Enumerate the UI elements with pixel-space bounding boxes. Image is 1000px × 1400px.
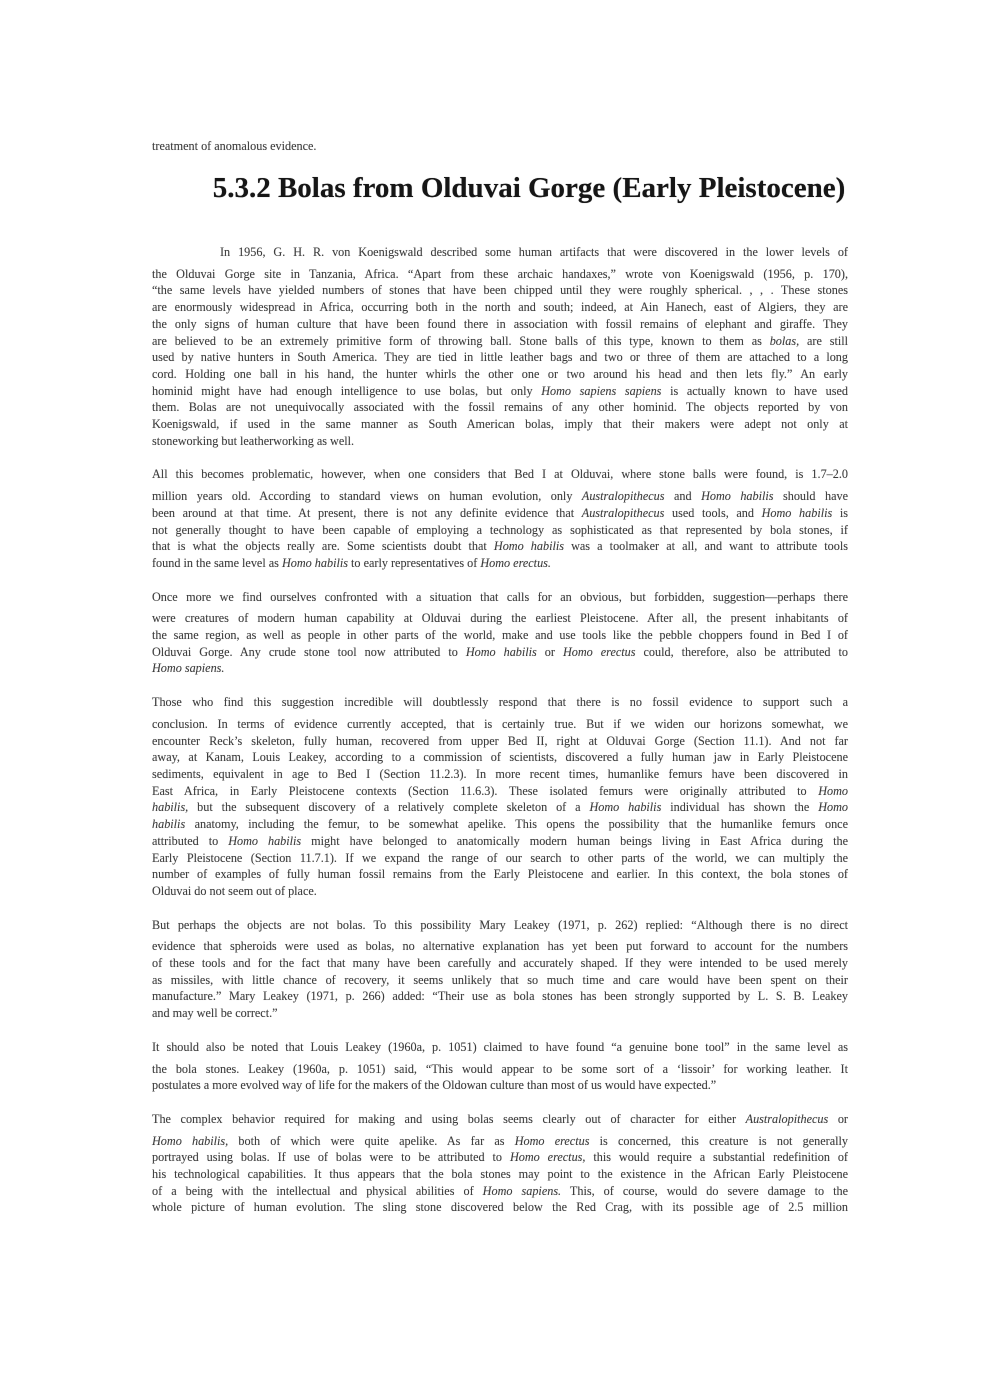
text-segment: It should also be noted that Louis Leakey (1960a, p. 1051) claimed to have found “a genuine bone tool” in the same level as bbox=[152, 1039, 848, 1054]
text-segment: found in the same level as bbox=[152, 555, 282, 570]
text-line bbox=[152, 282, 848, 299]
text-segment: conclusion. In terms of evidence currently accepted, that is certainly true. But if we widen our horizons somewhat, we bbox=[152, 716, 848, 731]
text-segment: both of which were quite apelike. As far as bbox=[228, 1133, 515, 1148]
text-segment: The complex behavior required for making and using bolas seems clearly out of character for either bbox=[152, 1111, 746, 1126]
text-segment: encounter Reck’s skeleton, fully human, recovered from upper Bed II, right at Olduvai Gorge (Section 11.1). And not far bbox=[152, 733, 848, 748]
text-segment: but the subsequent discovery of a relatively complete skeleton of a bbox=[188, 800, 590, 815]
text-segment: Homo bbox=[818, 783, 848, 798]
text-line bbox=[152, 766, 848, 783]
text-segment: cord. Holding one ball in his hand, the hunter whirls the other one or two around his head and then lets fly.” An early bbox=[152, 366, 848, 381]
text-segment: is actually known to have used bbox=[661, 383, 848, 398]
text-segment: Those who find this suggestion incredible will doubtlessly respond that there is no fossil evidence to support such a bbox=[152, 695, 848, 710]
text-line bbox=[152, 1183, 848, 1200]
text-segment: Homo habilis bbox=[493, 539, 564, 554]
text-line bbox=[152, 1149, 848, 1166]
text-segment: attributed to bbox=[152, 833, 229, 848]
text-segment: But perhaps the objects are not bolas. To this possibility Mary Leakey (1971, p. 262) replied: “Although there is no direct bbox=[152, 917, 848, 932]
text-segment: are still bbox=[799, 333, 848, 348]
section-heading: 5.3.2 Bolas from Olduvai Gorge (Early Pleistocene) bbox=[212, 172, 846, 204]
text-line bbox=[152, 627, 848, 644]
text-line bbox=[152, 383, 848, 400]
text-segment: to early representatives of bbox=[348, 555, 481, 570]
text-segment: or bbox=[828, 1111, 848, 1126]
text-line bbox=[152, 1111, 848, 1128]
text-line bbox=[152, 349, 848, 366]
text-segment: This, of course, would do severe damage to the bbox=[561, 1183, 848, 1198]
text-segment: are believed to be an extremely primitive form of throwing ball. Stone balls of this type, known to them as bbox=[152, 333, 770, 348]
text-segment: the same region, as well as people in other parts of the world, make and use tools like the pebble choppers found in Bed I of bbox=[152, 628, 848, 643]
text-line bbox=[152, 850, 848, 867]
text-segment: Homo sapiens sapiens bbox=[541, 383, 662, 398]
text-segment: East Africa, in Early Pleistocene contexts (Section 11.6.3). These isolated femurs were originally attributed to bbox=[152, 783, 819, 798]
text-segment: the bola stones. Leakey (1960a, p. 1051) said, “This would appear to be some sort of a ‘lissoir’ for working leather. It bbox=[152, 1061, 848, 1076]
text-line bbox=[152, 833, 848, 850]
text-segment: Homo bbox=[818, 800, 848, 815]
text-segment: Homo sapiens. bbox=[482, 1183, 562, 1198]
text-segment: Early Pleistocene (Section 11.7.1). If we expand the range of our search to other parts of the world, we can multiply the bbox=[152, 850, 848, 865]
paragraph bbox=[152, 1111, 848, 1216]
text-segment: his technological capabilities. It thus appears that the bola stones may point to the existence in the African Early Pleistocene bbox=[152, 1167, 848, 1182]
text-line bbox=[152, 972, 848, 989]
text-line bbox=[152, 866, 848, 883]
text-segment: are enormously widespread in Africa, occurring both in the north and south; indeed, at Ain Hanech, east of Algiers, they are bbox=[152, 300, 848, 315]
text-segment: Australopithecus bbox=[581, 489, 665, 504]
text-segment: Homo habilis bbox=[228, 833, 302, 848]
text-segment: were creatures of modern human capability at Olduvai during the earliest Pleistocene. After all, the present inhabitants of bbox=[152, 611, 848, 626]
text-line bbox=[152, 955, 848, 972]
text-line bbox=[152, 610, 848, 627]
body-text bbox=[152, 244, 848, 1216]
text-segment: is concerned, this creature is not generally bbox=[589, 1133, 848, 1148]
text-segment: habilis, bbox=[152, 800, 189, 815]
text-line bbox=[152, 488, 848, 505]
text-segment: Homo habilis bbox=[701, 489, 774, 504]
text-line bbox=[152, 1077, 848, 1094]
text-segment: and may well be correct.” bbox=[152, 1006, 278, 1021]
text-line bbox=[152, 883, 848, 900]
text-segment: this would require a substantial redefinition of bbox=[585, 1150, 848, 1165]
text-segment: Homo habilis bbox=[589, 800, 662, 815]
text-segment: Homo habilis bbox=[761, 505, 833, 520]
text-segment: whole picture of human evolution. The sling stone discovered below the Red Crag, with its possible age of 2.5 million bbox=[152, 1200, 848, 1215]
text-segment: and bbox=[664, 489, 702, 504]
text-segment: Australopithecus bbox=[745, 1111, 829, 1126]
text-line bbox=[152, 1061, 848, 1078]
text-segment: Homo habilis bbox=[465, 644, 537, 659]
text-segment: manufacture.” Mary Leakey (1971, p. 266) added: “Their use as bola stones has been strongly supported by L. S. B. Leakey bbox=[152, 989, 848, 1004]
text-line bbox=[152, 938, 848, 955]
text-segment: Homo habilis, bbox=[152, 1133, 229, 1148]
text-segment: “the same levels have yielded numbers of stones that have been chipped until they were roughly spherical. , , . These stones bbox=[152, 283, 848, 298]
text-segment: million years old. According to standard views on human evolution, only bbox=[152, 489, 582, 504]
text-segment: number of examples of fully human fossil remains from the Early Pleistocene and earlier. In this context, the bola stones of bbox=[152, 867, 848, 882]
text-segment: individual has shown the bbox=[661, 800, 819, 815]
text-segment: Koenigswald, if used in the same manner as South American bolas, imply that their makers were adept not only at bbox=[152, 417, 848, 432]
text-line bbox=[152, 366, 848, 383]
text-segment: Homo erectus. bbox=[480, 555, 551, 570]
text-segment: Homo habilis bbox=[281, 555, 348, 570]
text-line bbox=[152, 299, 848, 316]
text-line bbox=[152, 416, 848, 433]
text-segment: hominid might have had enough intelligence to use bolas, but only bbox=[152, 383, 542, 398]
text-segment: been around at that time. At present, there is not any definite evidence that bbox=[152, 505, 582, 520]
text-segment: Homo erectus bbox=[562, 644, 636, 659]
text-segment: Homo erectus, bbox=[509, 1150, 586, 1165]
text-segment: of a being with the intellectual and physical abilities of bbox=[152, 1183, 483, 1198]
text-line bbox=[152, 644, 848, 661]
text-line bbox=[152, 333, 848, 350]
text-line bbox=[152, 316, 848, 333]
text-line bbox=[152, 399, 848, 416]
text-line bbox=[152, 433, 848, 450]
text-segment: evidence that spheroids were used as bolas, no alternative explanation has yet been put forward to account for the numbers bbox=[152, 939, 848, 954]
paragraph bbox=[152, 917, 848, 1022]
text-segment: habilis bbox=[152, 817, 186, 832]
text-segment: Olduvai do not seem out of place. bbox=[152, 883, 317, 898]
text-segment: might have belonged to anatomically modern human beings living in East Africa during the bbox=[301, 833, 848, 848]
text-line bbox=[152, 716, 848, 733]
text-line bbox=[152, 1039, 848, 1056]
text-line bbox=[152, 1199, 848, 1216]
paragraph bbox=[152, 694, 848, 899]
text-segment: Olduvai Gorge. Any crude stone tool now attributed to bbox=[152, 644, 466, 659]
text-line bbox=[152, 917, 848, 934]
text-segment: portrayed using bolas. If use of bolas were to be attributed to bbox=[152, 1150, 510, 1165]
paragraph bbox=[152, 244, 848, 449]
page-header-fragment: treatment of anomalous evidence. bbox=[152, 139, 317, 153]
text-segment: as missiles, with little chance of recovery, it seems unlikely that so much time and care would have been spent on their bbox=[152, 972, 848, 987]
text-segment: Homo sapiens. bbox=[152, 661, 225, 676]
text-line bbox=[152, 266, 848, 283]
text-segment: the only signs of human culture that have been found there in association with fossil remains of elephant and giraffe. They bbox=[152, 316, 848, 331]
text-segment: anatomy, including the femur, to be somewhat apelike. This opens the possibility that the humanlike femurs once bbox=[185, 817, 848, 832]
text-line bbox=[152, 589, 848, 606]
text-segment: the Olduvai Gorge site in Tanzania, Africa. “Apart from these archaic handaxes,” wrote von Koenigswald (1956, p. 170), bbox=[152, 266, 848, 281]
text-segment: of these tools and for the fact that many have been carefully and accurately shaped. If they were intended to be used merely bbox=[152, 956, 848, 971]
text-line bbox=[152, 988, 848, 1005]
text-segment: was a toolmaker at all, and want to attribute tools bbox=[563, 539, 848, 554]
text-line bbox=[152, 749, 848, 766]
text-line bbox=[152, 799, 848, 816]
text-segment: should have bbox=[773, 489, 848, 504]
text-segment: is bbox=[832, 505, 849, 520]
text-segment: or bbox=[536, 644, 563, 659]
text-segment: postulates a more evolved way of life for the makers of the Oldowan culture than most of us would have expected.” bbox=[152, 1078, 717, 1093]
text-segment: away, at Kanam, Louis Leakey, according to a commission of scientists, discovered a fully human jaw in Early Pleistocene bbox=[152, 750, 848, 765]
text-line bbox=[152, 244, 848, 261]
text-segment: Once more we find ourselves confronted with a situation that calls for an obvious, but forbidden, suggestion—perhaps there bbox=[152, 589, 848, 604]
text-segment: Homo erectus bbox=[514, 1133, 590, 1148]
text-line bbox=[152, 694, 848, 711]
text-segment: used by native hunters in South America. They are tied in little leather bags and two or three of them are attached to a long bbox=[152, 350, 848, 365]
text-line bbox=[152, 816, 848, 833]
text-segment: stoneworking but leatherworking as well. bbox=[152, 433, 355, 448]
text-line bbox=[152, 505, 848, 522]
text-line bbox=[152, 1133, 848, 1150]
text-segment: that is what the objects really are. Some scientists doubt that bbox=[152, 539, 494, 554]
text-line bbox=[152, 660, 848, 677]
text-line bbox=[152, 733, 848, 750]
text-segment: not generally thought to have been capable of employing a technology as sophisticated as that represented by bola stones, if bbox=[152, 522, 848, 537]
text-line bbox=[152, 783, 848, 800]
text-segment: could, therefore, also be attributed to bbox=[635, 644, 848, 659]
text-line bbox=[152, 555, 848, 572]
text-segment: them. Bolas are not unequivocally associated with the fossil remains of any other hominid. The objects reported by von bbox=[152, 400, 848, 415]
text-segment: used tools, and bbox=[664, 505, 762, 520]
text-segment: bolas, bbox=[769, 333, 800, 348]
text-line bbox=[152, 1166, 848, 1183]
text-segment: Australopithecus bbox=[581, 505, 665, 520]
paragraph bbox=[152, 466, 848, 571]
text-segment: sediments, equivalent in age to Bed I (Section 11.2.3). In more recent times, humanlike femurs have been discovered in bbox=[152, 766, 848, 781]
paragraph bbox=[152, 589, 848, 678]
text-segment: All this becomes problematic, however, when one considers that Bed I at Olduvai, where stone balls were found, is 1.7–2.0 bbox=[152, 467, 848, 482]
text-line bbox=[152, 466, 848, 483]
text-segment: In 1956, G. H. R. von Koenigswald described some human artifacts that were discovered in the lower levels of bbox=[220, 245, 848, 259]
text-line bbox=[152, 1005, 848, 1022]
text-line bbox=[152, 522, 848, 539]
paragraph bbox=[152, 1039, 848, 1094]
text-line bbox=[152, 538, 848, 555]
